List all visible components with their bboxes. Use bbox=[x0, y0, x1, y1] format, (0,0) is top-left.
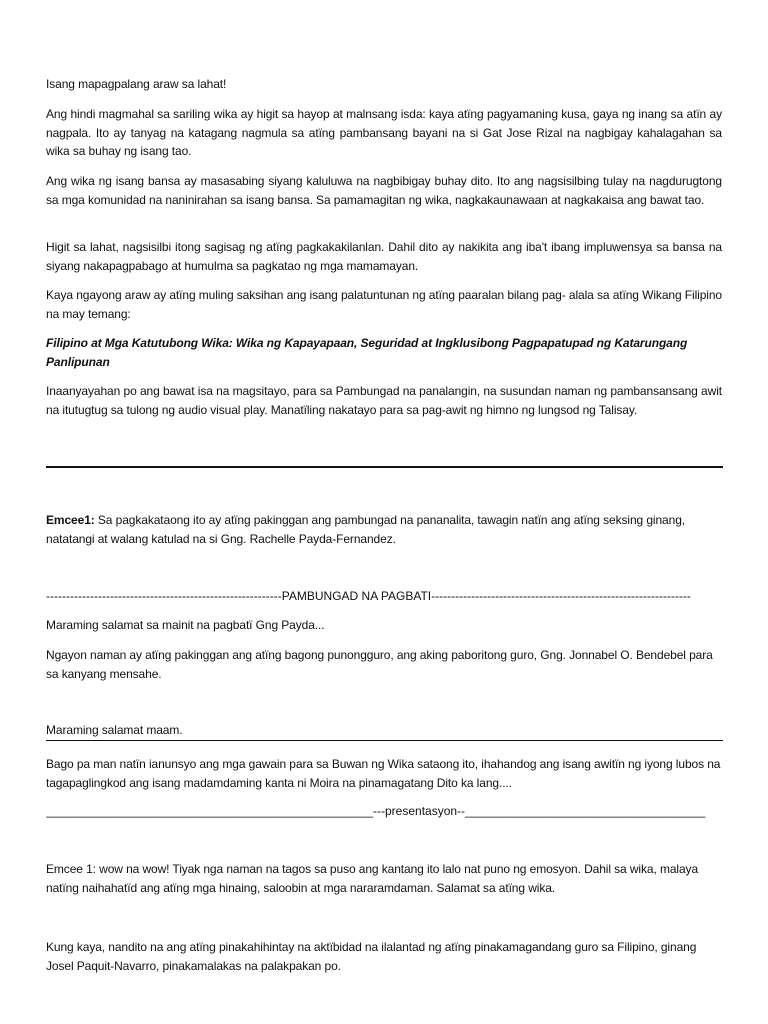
paragraph-moira: Bago pa man natïn ianunsyo ang mga gawain para sa Buwan ng Wika sataong ito, ihahandog ang isang awitïn ng iyong lubos na tagapaglingkod ang isang madamdaming kanta ni Moira na pinamagatang Dito ka lang.... bbox=[46, 757, 721, 790]
thanks-payda: Maraming salamat sa mainit na pagbatï Gng Payda... bbox=[46, 618, 325, 632]
separator-pambungad: -----------------------------------------------------------PAMBUNGAD NA PAGBATI----------------------------------------------------------------- bbox=[46, 589, 691, 603]
paragraph-pagkakakilanlan: Higit sa lahat, nagsisilbi itong sagisag ng atïng pagkakakilanlan. Dahil dito ay nakikita ang iba't ibang impluwensya sa bansa na siyang nakapagpabago at humulma sa pagkatao ng mga mamamayan. bbox=[46, 240, 722, 273]
paragraph-paquit: Kung kaya, nandito na ang atïng pinakahihintay na aktïbidad na ilalantad ng atïng pinakamagandang guro sa Filipino, ginang Josel Paquit-Navarro, pinakamalakas na palakpakan po. bbox=[46, 940, 697, 973]
thanks-underline bbox=[46, 740, 723, 741]
paragraph-punongguro: Ngayon naman ay atïng pakinggan ang atïng bagong punongguro, ang aking paboritong guro, Gng. Jonnabel O. Bendebel para sa kanyang mensahe. bbox=[46, 648, 713, 681]
emcee1-label: Emcee1: bbox=[46, 513, 95, 527]
emcee1-paragraph bbox=[46, 511, 722, 548]
paragraph-palatuntunan: Kaya ngayong araw ay atïng muling saksihan ang isang palatuntunan ng atïng paaralan bilang pag- alala sa atïng Wikang Filipino na may temang: bbox=[46, 288, 722, 321]
paragraph-panalangin: Inaanyayahan po ang bawat isa na magsitayo, para sa Pambungad na panalangin, na susundan naman ng pambansansang awit na itutugtug sa tulong ng audio visual play. Manatïling nakatayo para sa pag-awit ng himno ng lungsod ng Talisay. bbox=[46, 384, 722, 417]
emcee2-text: wow na wow! Tiyak nga naman na tagos sa puso ang kantang ito lalo nat puno ng emosyon. Dahil sa wika, malaya natïng naihahatïd ang atïng mga hinaing, saloobin at mga nararamdaman. Salamat sa atïng wika. bbox=[46, 862, 699, 895]
emcee2-label: Emcee 1: bbox=[46, 862, 96, 876]
separator-presentasyon: _________________________________________________---presentasyon--____________________________________ bbox=[46, 804, 706, 818]
emcee2-paragraph bbox=[46, 860, 722, 897]
paragraph-wika: Ang wika ng isang bansa ay masasabing siyang kaluluwa na nagbibigay buhay dito. Ito ang nagsisilbing tulay na nagdurugtong sa mga komunidad na naninirahan sa isang bansa. Sa pamamagitan ng wika, nagkakaunawaan at nagkakaisa ang bawat tao. bbox=[46, 174, 722, 207]
thanks-maam: Maraming salamat maam. bbox=[46, 723, 183, 737]
greeting: Isang mapagpalang araw sa lahat! bbox=[46, 77, 227, 91]
emcee1-text: Sa pagkakataong ito ay atïng pakinggan ang pambungad na pananalita, tawagin natïn ang atïng seksing ginang, natatangi at walang katulad na si Gng. Rachelle Payda-Fernandez. bbox=[46, 513, 686, 546]
paragraph-rizal: Ang hindi magmahal sa sariling wika ay higit sa hayop at malnsang isda: kaya atïng pagyamaning kusa, gaya ng inang sa atïn ay nagpala. Ito ay tanyag na katagang nagmula sa atïng pambansang bayani na si Gat Jose Rizal na nagbigay kahalagahan sa wika sa buhay ng isang tao. bbox=[46, 107, 722, 158]
theme-title: Filipino at Mga Katutubong Wika: Wika ng Kapayapaan, Seguridad at Ingklusibong Pagpapatupad ng Katarungang Panlipunan bbox=[46, 336, 688, 369]
section-divider bbox=[46, 466, 723, 468]
